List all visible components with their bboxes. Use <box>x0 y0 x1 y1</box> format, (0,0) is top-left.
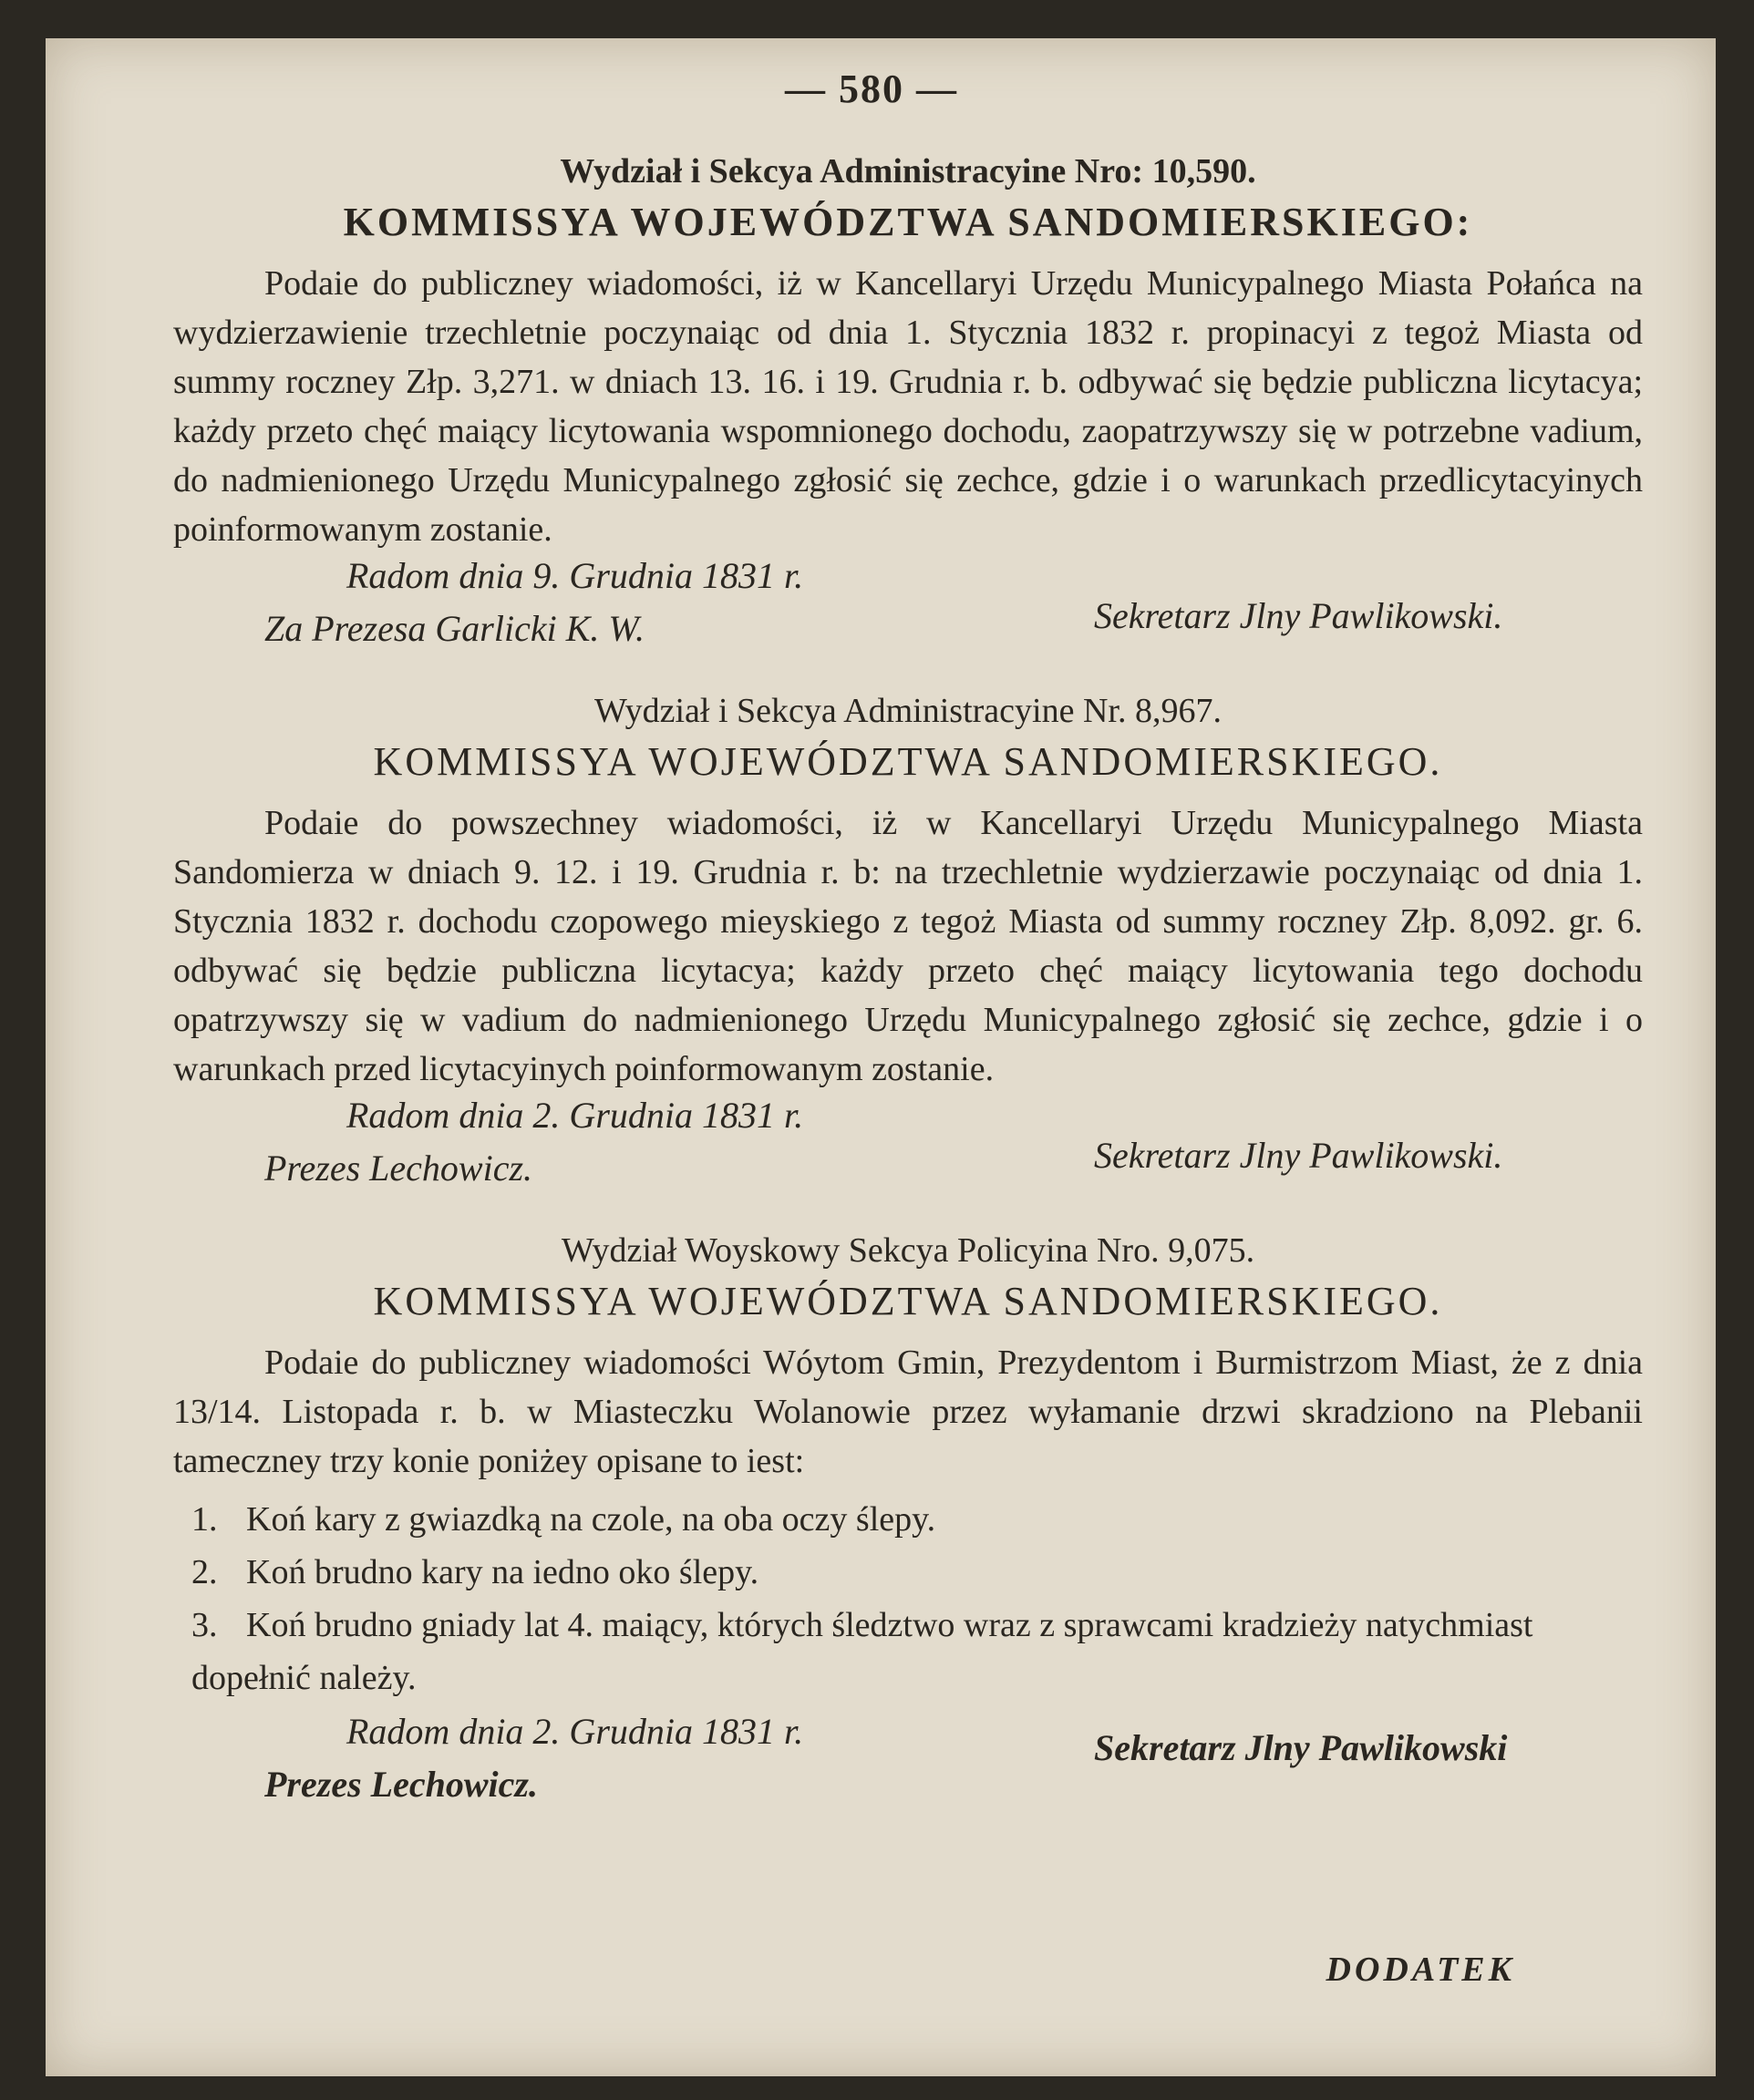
notice-1-secretary: Sekretarz Jlny Pawlikowski. <box>1094 595 1503 636</box>
list-item-text: Koń kary z gwiazdką na czole, na oba oczy ślepy. <box>246 1500 936 1539</box>
notice-3-commission: KOMMISSYA WOJEWÓDZTWA SANDOMIERSKIEGO. <box>373 1279 1443 1323</box>
list-item <box>191 1493 1643 1546</box>
supplement-label: DODATEK <box>1326 1951 1515 1989</box>
notice-2-commission: KOMMISSYA WOJEWÓDZTWA SANDOMIERSKIEGO. <box>373 739 1443 784</box>
stolen-horses-list <box>191 1493 1643 1704</box>
notice-3-secretary: Sekretarz Jlny Pawlikowski <box>1094 1727 1508 1768</box>
notice-2-president: Prezes Lechowicz. <box>264 1148 533 1189</box>
notice-2-date: Radom dnia 2. Grudnia 1831 r. <box>346 1095 804 1136</box>
page-number: — 580 — <box>785 67 958 111</box>
notice-2 <box>173 687 1643 1199</box>
notice-2-body: Podaie do powszechney wiadomości, iż w Kancellaryi Urzędu Municypalnego Miasta Sandomierza w dniach 9. 12. i 19. Grudnia r. b: na trzechletnie wydzierzawie poczynaiąc od dnia 1. Stycznia 1832 r. dochodu czopowego mieyskiego z tegoż Miasta od summy roczney Złp. 8,092. gr. 6. odbywać się będzie publiczna licytacya; każdy przeto chęć maiący licytowania tego dochodu opatrzywszy się w vadium do nadmienionego Urzędu Municypalnego zgłosić się zechce, gdzie i o warunkach przed licytacyinych poinformowanym zostanie. <box>173 804 1643 1088</box>
notice-3-president: Prezes Lechowicz. <box>264 1764 538 1805</box>
list-item-text: Koń brudno kary na iedno oko ślepy. <box>246 1553 759 1591</box>
notice-3 <box>173 1227 1643 1816</box>
list-item-number: 2. <box>191 1553 218 1591</box>
notice-3-department: Wydział Woyskowy Sekcya Policyina Nro. 9,075. <box>561 1231 1255 1270</box>
newspaper-page <box>46 38 1716 2076</box>
list-item <box>191 1599 1643 1704</box>
notice-1-commission: KOMMISSYA WOJEWÓDZTWA SANDOMIERSKIEGO: <box>343 200 1473 244</box>
notice-1-date: Radom dnia 9. Grudnia 1831 r. <box>346 555 804 596</box>
notice-1-president: Za Prezesa Garlicki K. W. <box>264 608 645 649</box>
notice-1 <box>173 148 1643 660</box>
list-item-text: Koń brudno gniady lat 4. maiący, których śledztwo wraz z sprawcami kradzieży natychmiast dopełnić należy. <box>191 1606 1533 1697</box>
list-item-number: 3. <box>191 1606 218 1644</box>
notice-2-secretary: Sekretarz Jlny Pawlikowski. <box>1094 1135 1503 1176</box>
notice-3-date: Radom dnia 2. Grudnia 1831 r. <box>346 1711 804 1752</box>
notice-3-body: Podaie do publiczney wiadomości Wóytom Gmin, Prezydentom i Burmistrzom Miast, że z dnia 13/14. Listopada r. b. w Miasteczku Wolanowie przez wyłamanie drzwi skradziono na Plebanii tameczney trzy konie poniżey opisane to iest: <box>173 1343 1643 1480</box>
notice-2-department: Wydział i Sekcya Administracyine Nr. 8,967. <box>594 692 1222 730</box>
notice-2-signature-row <box>173 1135 1643 1199</box>
notice-1-body: Podaie do publiczney wiadomości, iż w Kancellaryi Urzędu Municypalnego Miasta Połańca na wydzierzawienie trzechletnie poczynaiąc od dnia 1. Stycznia 1832 r. propinacyi z tegoż Miasta od summy roczney Złp. 3,271. w dniach 13. 16. i 19. Grudnia r. b. odbywać się będzie publiczna licytacya; każdy przeto chęć maiący licytowania wspomnionego dochodu, zaopatrzywszy się w potrzebne vadium, do nadmienionego Urzędu Municypalnego zgłosić się zechce, gdzie i o warunkach przedlicytacyinych poinformowanym zostanie. <box>173 264 1643 549</box>
list-item-number: 1. <box>191 1500 218 1539</box>
list-item <box>191 1546 1643 1599</box>
notice-1-signature-row <box>173 595 1643 660</box>
notice-1-department: Wydział i Sekcya Administracyine Nro: 10,590. <box>560 152 1256 190</box>
